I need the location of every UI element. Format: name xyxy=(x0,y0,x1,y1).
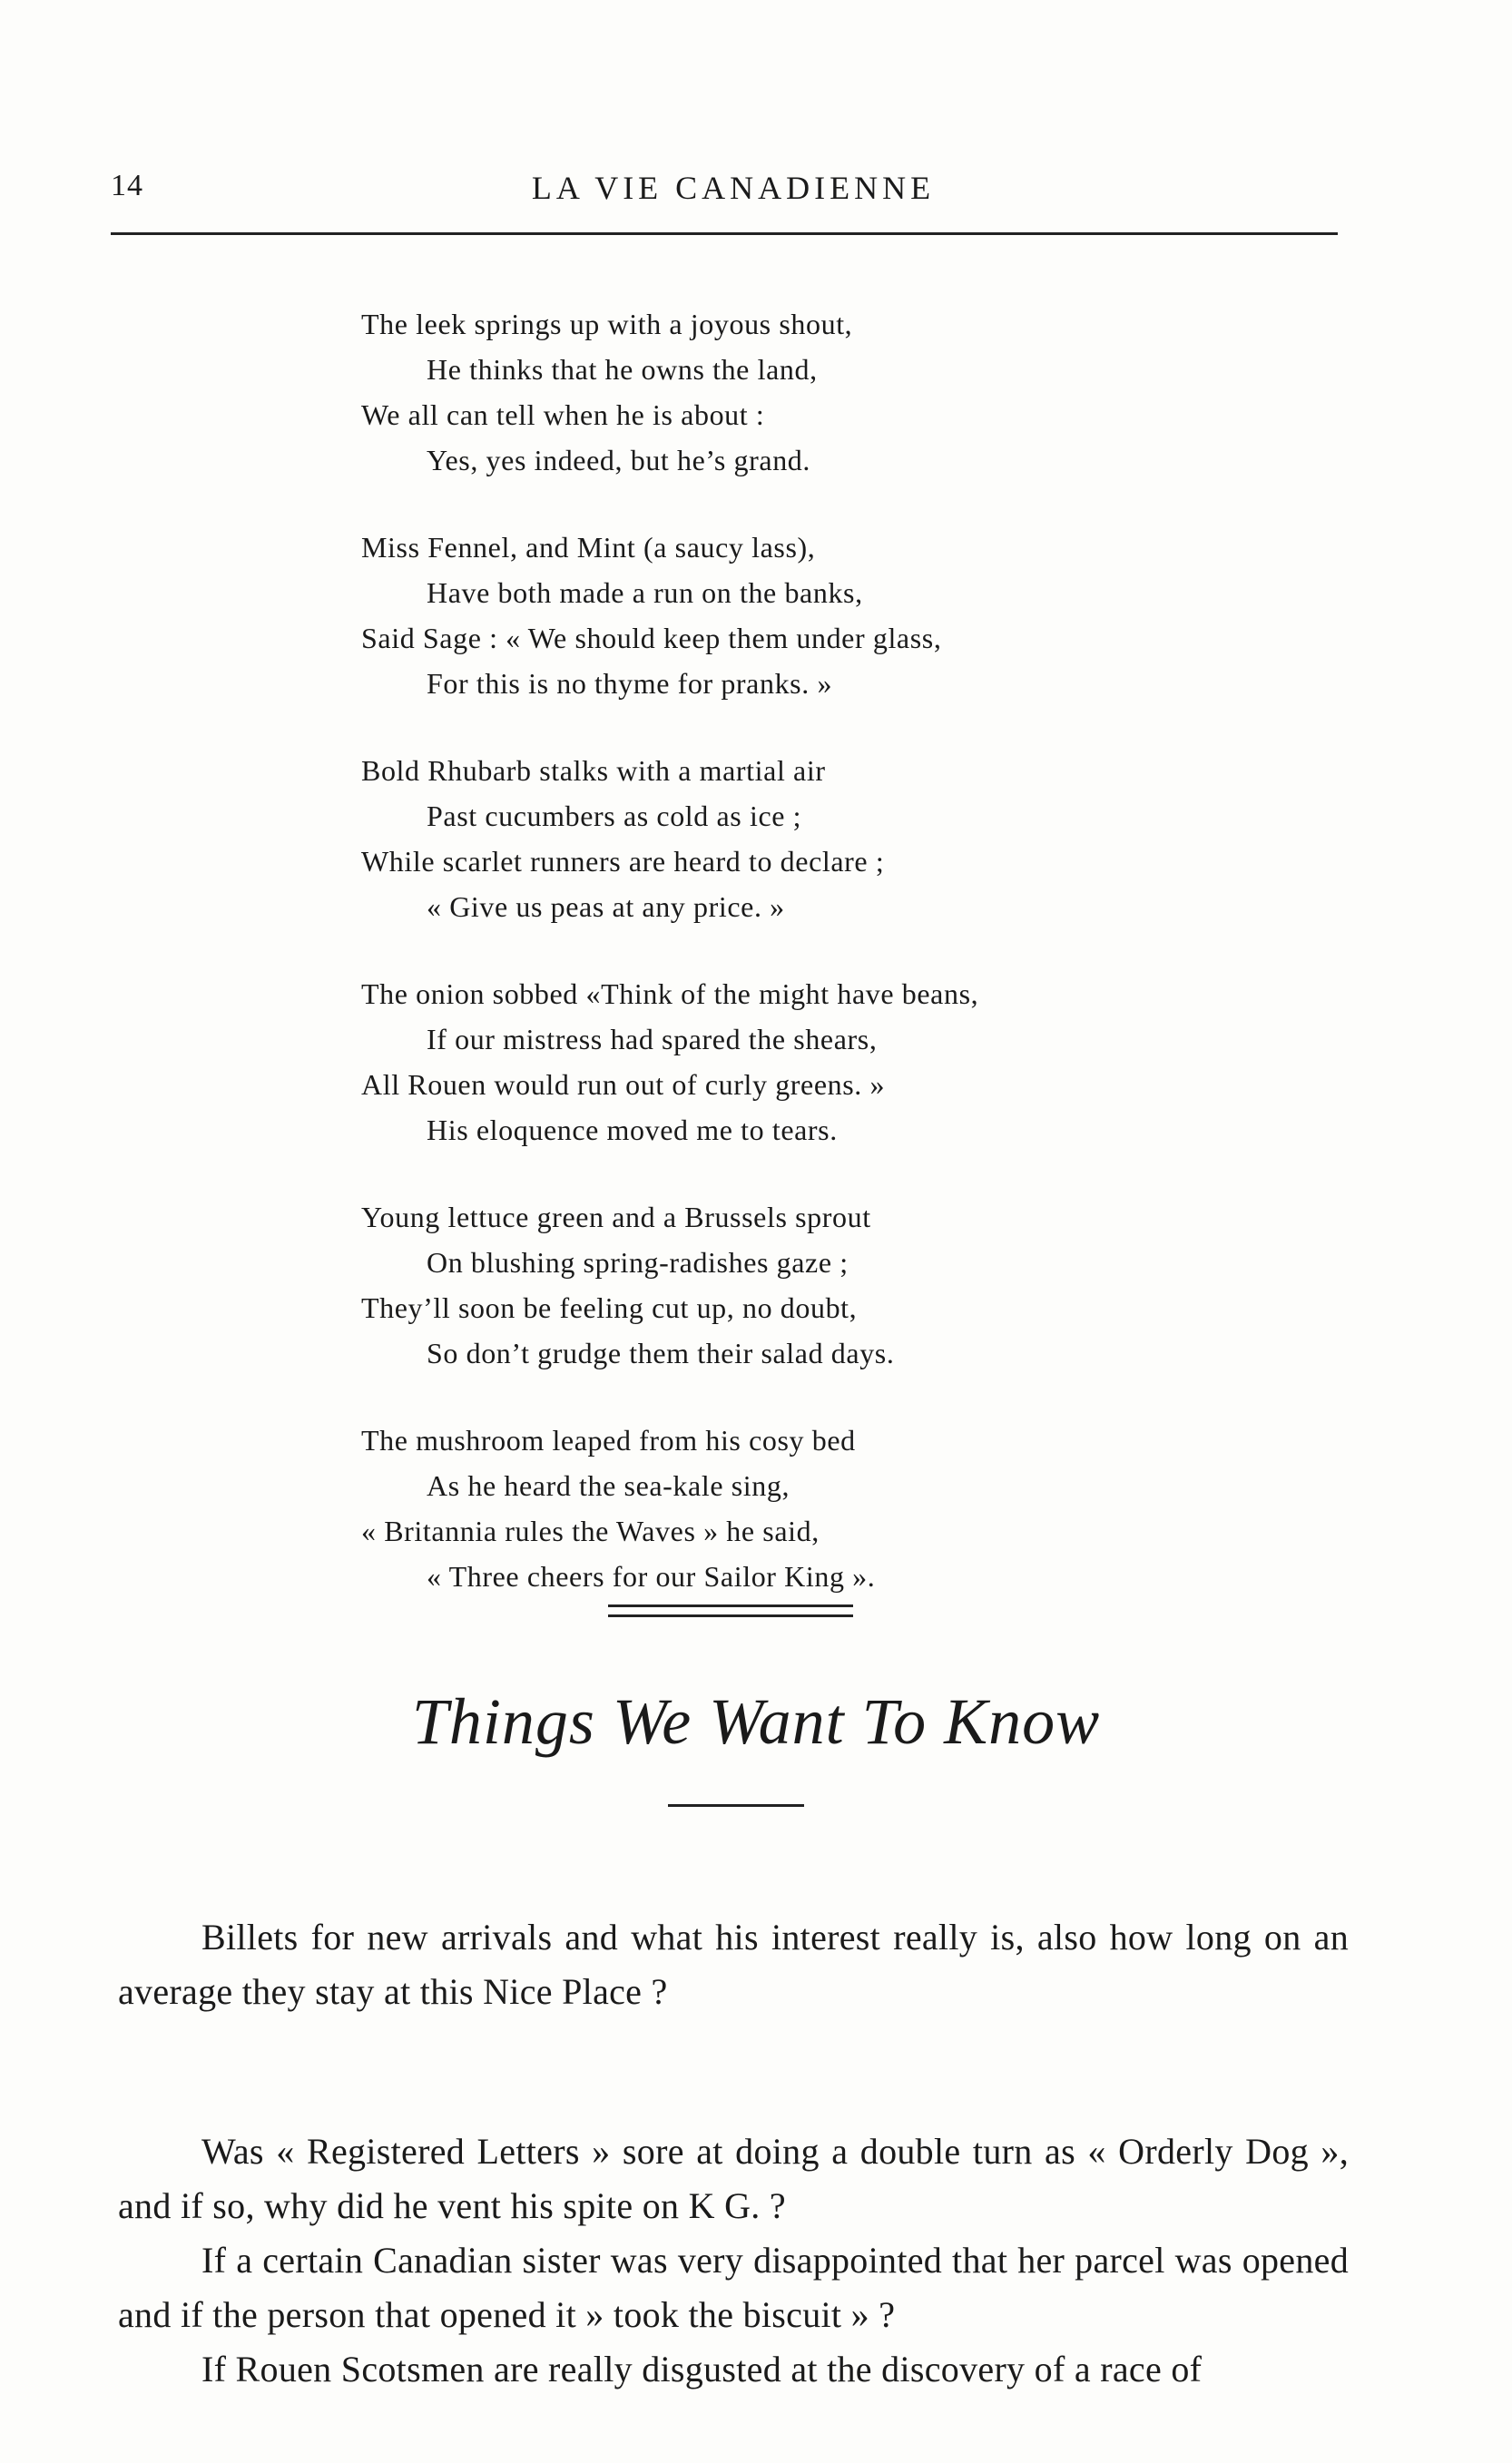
poem-line: Said Sage : « We should keep them under glass, xyxy=(361,622,942,654)
title-underline xyxy=(668,1804,804,1807)
paragraph: Was « Registered Letters » sore at doing a double turn as « Orderly Dog », and if so, why did he vent his spite on K G. ? xyxy=(118,2131,1349,2226)
poem-line: The onion sobbed «Think of the might have beans, xyxy=(361,977,979,1010)
poem-line: Bold Rhubarb stalks with a martial air xyxy=(361,754,826,787)
stanza xyxy=(361,525,1214,706)
page-header xyxy=(111,169,1338,214)
paragraph: If a certain Canadian sister was very disappointed that her parcel was opened and if the person that opened it » took the biscuit » ? xyxy=(118,2240,1349,2335)
poem-line: As he heard the sea-kale sing, xyxy=(427,1469,790,1502)
stanza xyxy=(361,748,1214,929)
poem-line: While scarlet runners are heard to declare ; xyxy=(361,845,885,878)
poem-line: All Rouen would run out of curly greens. » xyxy=(361,1068,886,1101)
header-rule xyxy=(111,232,1338,235)
poem-line: Have both made a run on the banks, xyxy=(427,576,863,609)
poem-line: « Three cheers for our Sailor King ». xyxy=(427,1560,876,1593)
poem-line: For this is no thyme for pranks. » xyxy=(427,667,833,700)
poem-line: Past cucumbers as cold as ice ; xyxy=(427,800,802,832)
poem-line: He thinks that he owns the land, xyxy=(427,353,818,386)
poem-line: « Give us peas at any price. » xyxy=(427,890,785,923)
poem-line: Young lettuce green and a Brussels sprout xyxy=(361,1201,871,1233)
stanza xyxy=(361,301,1214,483)
poem-line: So don’t grudge them their salad days. xyxy=(427,1337,895,1369)
stanza xyxy=(361,971,1214,1153)
stanza xyxy=(361,1418,1214,1599)
poem-line: On blushing spring-radishes gaze ; xyxy=(427,1246,849,1279)
stanza xyxy=(361,1194,1214,1376)
poem-line: They’ll soon be feeling cut up, no doubt, xyxy=(361,1291,858,1324)
poem-line: The mushroom leaped from his cosy bed xyxy=(361,1424,856,1457)
section-title: Things We Want To Know xyxy=(411,1685,1101,1758)
page-number: 14 xyxy=(111,169,143,202)
paragraph: If Rouen Scotsmen are really disgusted at the discovery of a race of xyxy=(201,2349,1203,2389)
poem-line: If our mistress had spared the shears, xyxy=(427,1023,878,1055)
poem-line: His eloquence moved me to tears. xyxy=(427,1114,838,1146)
poem-line: Miss Fennel, and Mint (a saucy lass), xyxy=(361,531,816,564)
poem-line: The leek springs up with a joyous shout, xyxy=(361,308,853,340)
poem-line: Yes, yes indeed, but he’s grand. xyxy=(427,444,811,476)
paragraph: Billets for new arrivals and what his interest really is, also how long on an average they stay at this Nice Place ? xyxy=(118,1917,1349,2012)
running-title: LA VIE CANADIENNE xyxy=(531,170,936,206)
poem xyxy=(361,301,1214,1641)
section-divider xyxy=(608,1604,853,1617)
poem-line: We all can tell when he is about : xyxy=(361,398,765,431)
section-body xyxy=(118,1910,1349,2397)
poem-line: « Britannia rules the Waves » he said, xyxy=(361,1515,820,1547)
